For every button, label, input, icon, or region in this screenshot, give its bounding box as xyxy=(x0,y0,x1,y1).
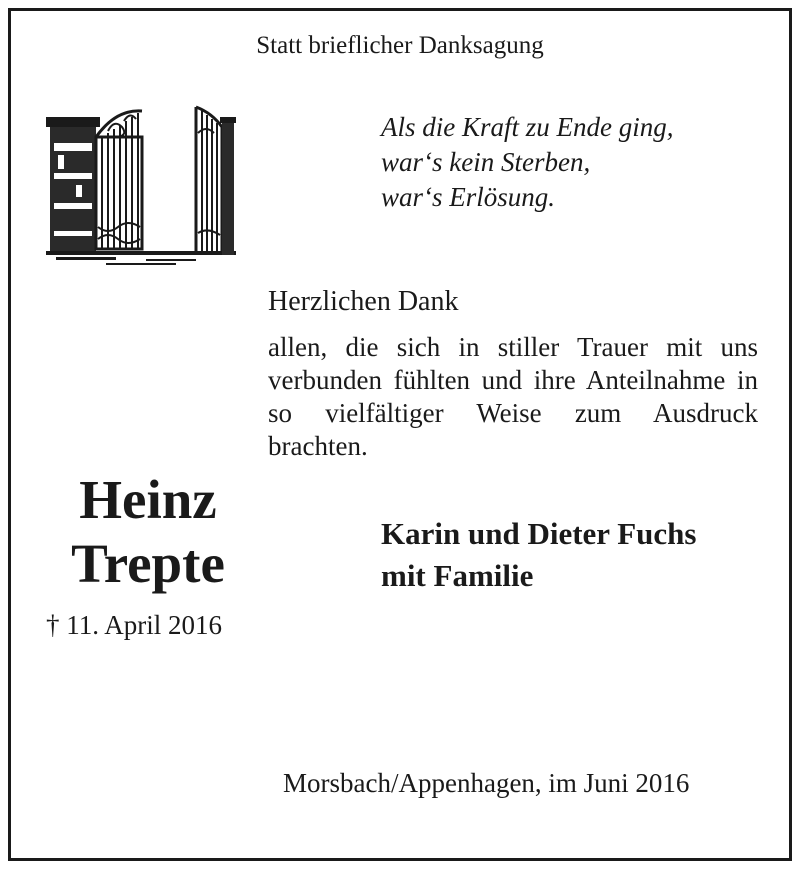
notice-header: Statt brieflicher Danksagung xyxy=(256,32,544,59)
poem-line: Als die Kraft zu Ende ging, xyxy=(381,112,674,142)
poem xyxy=(381,110,674,215)
thanks-body: allen, die sich in stiller Trauer mit uns verbunden fühlten und ihre Anteilnahme in so vielfältiger Weise zum Ausdruck brachten. xyxy=(268,332,758,461)
poem-line: war‘s kein Sterben, xyxy=(381,147,591,177)
place-date: Morsbach/Appenhagen, im Juni 2016 xyxy=(283,768,690,798)
deceased-last-name: Trepte xyxy=(71,533,225,594)
family-line: mit Familie xyxy=(381,558,534,593)
thanks-title: Herzlichen Dank xyxy=(268,286,459,317)
family-line: Karin und Dieter Fuchs xyxy=(381,516,697,551)
family-signature xyxy=(381,513,696,597)
poem-line: war‘s Erlösung. xyxy=(381,182,556,212)
deceased-first-name: Heinz xyxy=(79,469,217,530)
cemetery-gate-icon xyxy=(46,103,236,269)
death-date: † 11. April 2016 xyxy=(46,610,223,640)
